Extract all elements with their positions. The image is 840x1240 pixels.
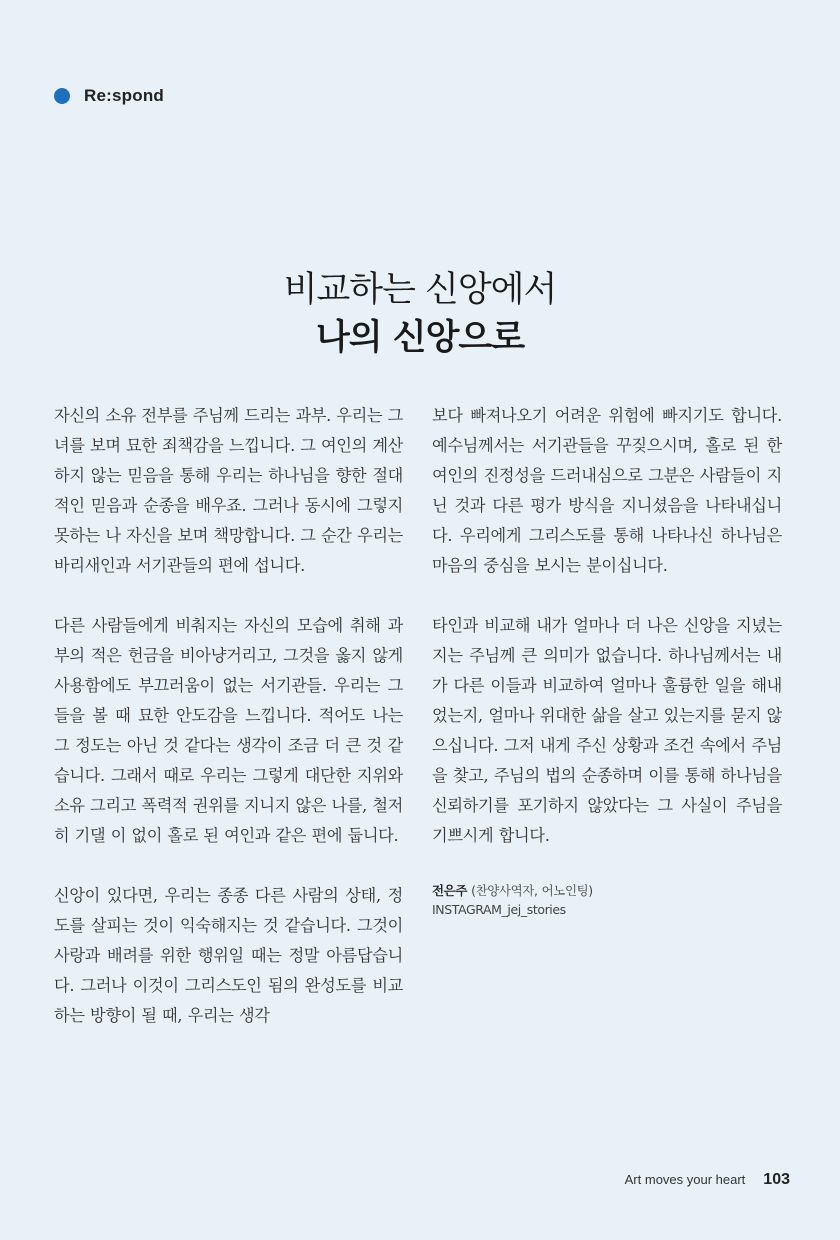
- body-paragraph: 보다 빠져나오기 어려운 위험에 빠지기도 합니다. 예수님께서는 서기관들을 꾸짖으시며, 홀로 된 한 여인의 진정성을 드러내심으로 그분은 사람들이 지닌 것과 다른 평가 방식을 지니셨음을 나타내십니다. 우리에게 그리스도를 통해 나타나신 하나님은 마음의 중심을 보시는 분이십니다.: [432, 406, 782, 575]
- author-credit: [432, 881, 782, 919]
- article-title: [0, 266, 840, 362]
- body-paragraph: 신앙이 있다면, 우리는 종종 다른 사람의 상태, 정도를 살피는 것이 익숙해지는 것 같습니다. 그것이 사랑과 배려를 위한 행위일 때는 정말 아름답습니다. 그러나 이것이 그리스도인 됨의 완성도를 비교하는 방향이 될 때, 우리는 생각: [54, 886, 403, 1025]
- footer-tagline: Art moves your heart: [624, 1172, 746, 1187]
- body-paragraph: 타인과 비교해 내가 얼마나 더 나은 신앙을 지녔는지는 주님께 큰 의미가 없습니다. 하나님께서는 내가 다른 이들과 비교하여 얼마나 훌륭한 일을 해내었는지, 얼마나 위대한 삶을 살고 있는지를 묻지 않으십니다. 그저 내게 주신 상황과 조건 속에서 주님을 찾고, 주님의 법의 순종하며 이를 통해 하나님을 신뢰하기를 포기하지 않았다는 그 사실이 주님을 기쁘시게 합니다.: [432, 616, 782, 845]
- body-paragraph: 자신의 소유 전부를 주님께 드리는 과부. 우리는 그녀를 보며 묘한 죄책감을 느낍니다. 그 여인의 계산하지 않는 믿음을 통해 우리는 하나님을 향한 절대적인 믿음과 순종을 배우죠. 그러나 동시에 그렇지 못하는 나 자신을 보며 책망합니다. 그 순간 우리는 바리새인과 서기관들의 편에 섭니다.: [54, 406, 404, 575]
- bullet-dot-icon: [54, 88, 70, 104]
- body-paragraph: 다른 사람들에게 비춰지는 자신의 모습에 취해 과부의 적은 헌금을 비아냥거리고, 그것을 옳지 않게 사용함에도 부끄러움이 없는 서기관들. 우리는 그들을 볼 때 묘한 안도감을 느낍니다. 적어도 나는 그 정도는 아닌 것 같다는 생각이 조금 더 큰 것 같습니다. 그래서 때로 우리는 그렇게 대단한 지위와 소유 그리고 폭력적 권위를 지니지 않은 나를, 철저히 기댈 이 없이 홀로 된 여인과 같은 편에 둡니다.: [54, 616, 404, 845]
- left-column: [54, 401, 403, 1031]
- section-tag: [54, 86, 164, 106]
- author-instagram: INSTAGRAM_jej_stories: [432, 902, 566, 917]
- section-label: Re:spond: [84, 86, 164, 105]
- title-line-1: 비교하는 신앙에서: [283, 270, 557, 310]
- page-footer: [625, 1171, 790, 1189]
- author-role: (찬양사역자, 어노인팅): [471, 883, 593, 898]
- author-name: 전은주: [432, 883, 468, 898]
- page-number: 103: [763, 1171, 790, 1188]
- right-column: [432, 401, 782, 919]
- title-line-2: 나의 신앙으로: [315, 318, 525, 358]
